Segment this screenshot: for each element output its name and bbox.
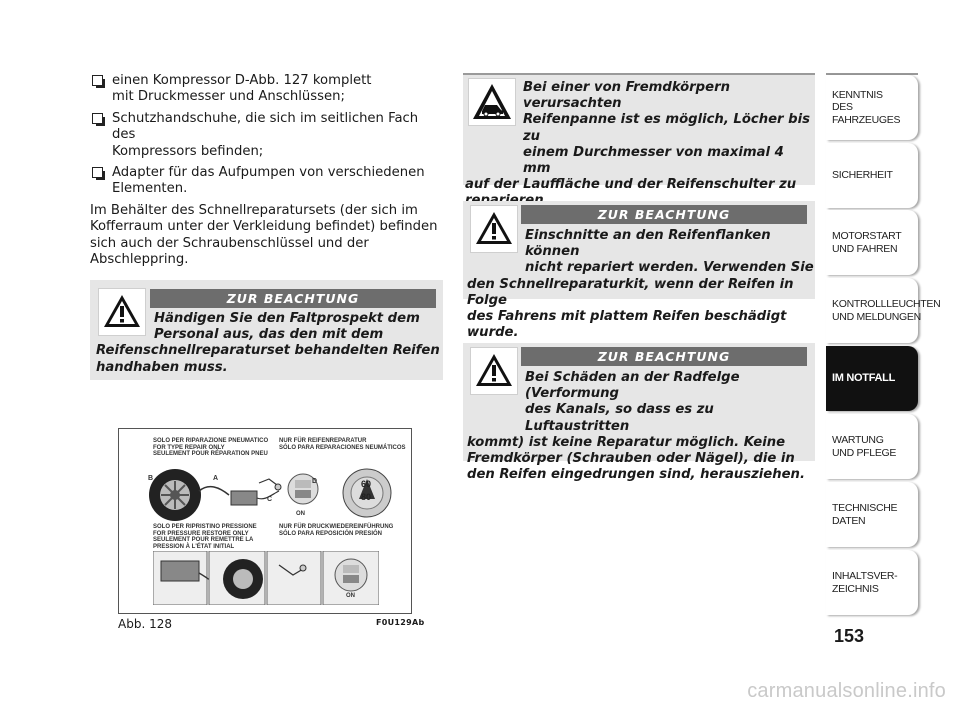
figure-dial-label: 60 [361, 479, 372, 489]
list-item: einen Kompressor D-Abb. 127 komplett mit Druckmesser und Anschlüssen; [90, 73, 445, 106]
list-item: Schutzhandschuhe, die sich im seitlichen Fach des Kompressors befinden; [90, 111, 445, 160]
checkbox-bullet-icon [92, 167, 103, 178]
warning-text: Einschnitte an den Reifenflanken können nicht repariert werden. Verwenden Sie den Schnellreparaturkit, wenn der Reifen in Folge des Fahrens mit plattem Reifen beschädigt wurde. [467, 228, 814, 341]
figure-on-label: ON [296, 511, 305, 517]
warning-box-leaflet [90, 280, 443, 380]
warning-text: Bei Schäden an der Radfelge (Verformung des Kanals, so dass es zu Luftaustritten kommt) ist keine Reparatur möglich. Keine Fremdkörper (Schrauben oder Nägel), die in den Reifen eingedrungen sind, herausziehen. [467, 370, 805, 483]
tab-kenntnis[interactable]: KENNTNIS DES FAHRZEUGES [826, 75, 918, 140]
tab-technische-daten[interactable]: TECHNISCHE DATEN [826, 482, 918, 547]
figure-leaflet [118, 428, 412, 614]
figure-letter-c: C [267, 496, 273, 503]
figure-dial-label: 80 [361, 492, 372, 502]
warning-text: Händigen Sie den Faltprospekt dem Personal aus, das den mit dem Reifenschnellreparaturset behandelten Reifen handhaben muss. [96, 311, 440, 375]
figure-repair-illustration [139, 465, 393, 527]
figure-caption: Abb. 128 [118, 617, 172, 631]
figure-label-top-right: NUR FÜR REIFENREPARATUR SÓLO PARA REPARACIONES NEUMÁTICOS [279, 438, 406, 451]
list-item: Adapter für das Aufpumpen von verschiedenen Elementen. [90, 165, 445, 198]
body-paragraph: Im Behälter des Schnellreparatursets (der sich im Kofferraum unter der Verkleidung befindet) befinden sich auch der Schraubenschlüssel und der Abschleppring. [90, 202, 438, 268]
left-column-text [90, 73, 445, 268]
checkbox-bullet-icon [92, 75, 103, 86]
divider [463, 73, 815, 75]
tab-inhaltsverzeichnis[interactable]: INHALTSVER- ZEICHNIS [826, 550, 918, 615]
checkbox-bullet-icon [92, 113, 103, 124]
page-number: 153 [834, 626, 865, 646]
warning-box-sidewall [463, 201, 815, 341]
tab-sicherheit[interactable]: SICHERHEIT [826, 143, 918, 208]
warning-box-rim-damage [463, 343, 815, 483]
figure-label-bottom-right: NUR FÜR DRUCKWIEDEREINFÜHRUNG SÓLO PARA REPOSICIÓN PRESIÓN [279, 524, 394, 537]
warning-banner: ZUR BEACHTUNG [521, 205, 807, 224]
warning-banner: ZUR BEACHTUNG [521, 347, 807, 366]
info-box-repair-limits [463, 73, 815, 193]
figure-label-top-left: SOLO PER RIPARAZIONE PNEUMATICO FOR TYPE REPAIR ONLY SEULEMENT POUR RÉPARATION PNEU [153, 438, 269, 457]
tab-im-notfall[interactable]: IM NOTFALL [826, 346, 918, 411]
tab-kontrollleuchten[interactable]: KONTROLLLEUCHTEN UND MELDUNGEN [826, 278, 918, 343]
figure-on-label: ON [346, 593, 355, 599]
figure-letter-b: B [148, 475, 154, 482]
figure-label-bottom-left: SOLO PER RIPRISTINO PRESSIONE FOR PRESSURE RESTORE ONLY SEULEMENT POUR REMETTRE LA PRESSION À L'ÉTAT INITIAL [153, 524, 257, 550]
warning-banner: ZUR BEACHTUNG [150, 289, 436, 308]
tab-motorstart[interactable]: MOTORSTART UND FAHREN [826, 210, 918, 275]
info-text: Bei einer von Fremdkörpern verursachten Reifenpanne ist es möglich, Löcher bis zu einem Durchmesser von maximal 4 mm auf der Lauffläche und der Reifenschulter zu [465, 80, 810, 193]
figure-letter-a: A [213, 475, 219, 482]
tab-wartung[interactable]: WARTUNG UND PFLEGE [826, 414, 918, 479]
watermark: carmanualsonline.info [747, 680, 946, 702]
figure-code: F0U129Ab [376, 618, 425, 627]
figure-letter-d: D [312, 478, 318, 485]
